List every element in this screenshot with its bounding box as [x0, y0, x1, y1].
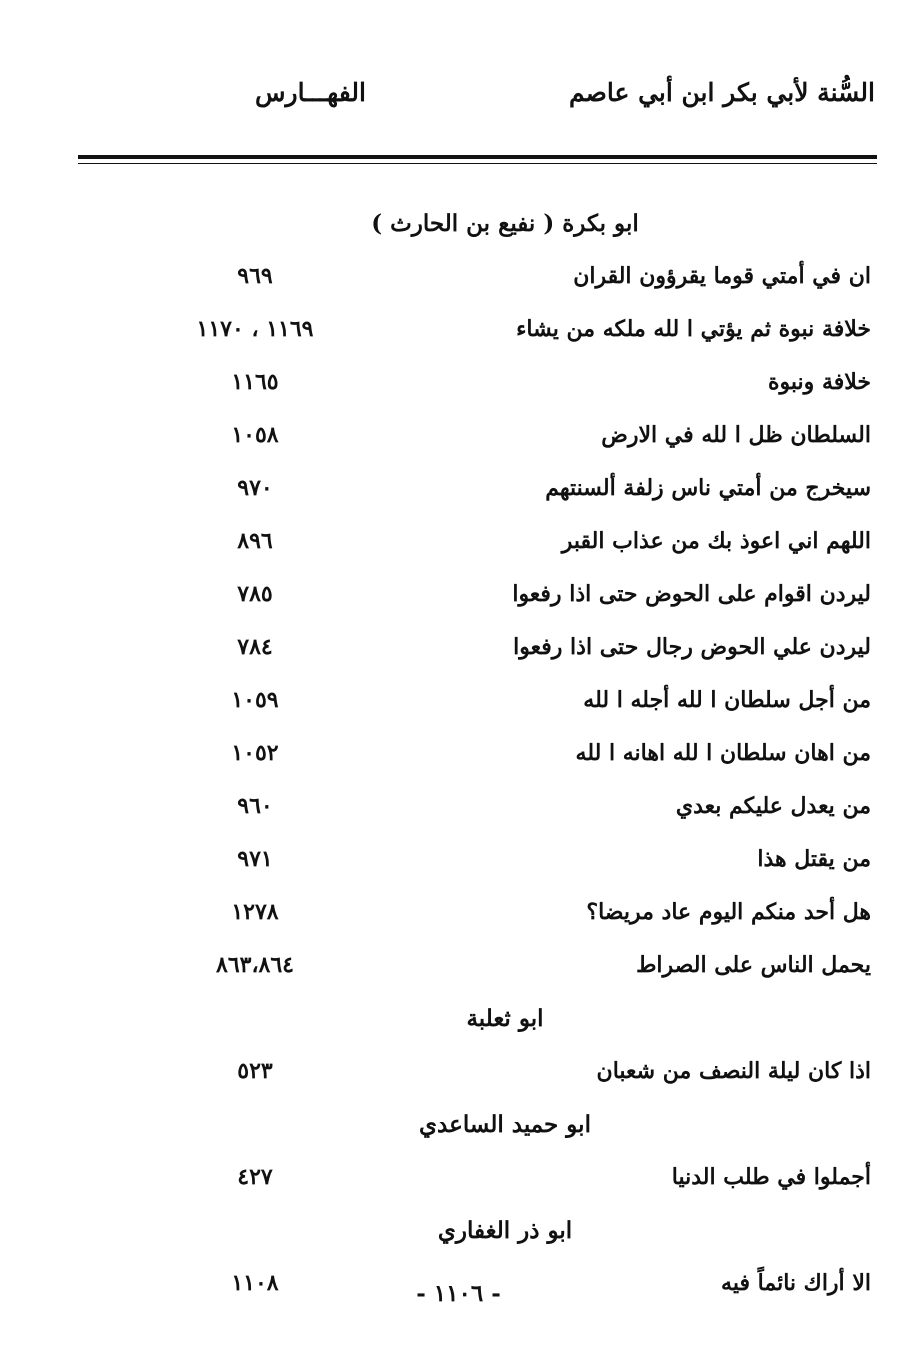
hadith-number: ٨٩٦ — [237, 528, 273, 554]
hadith-text: ليردن اقوام على الحوض حتى اذا رفعوا — [512, 581, 871, 607]
index-entry — [0, 518, 917, 571]
hadith-number: ٤٢٧ — [237, 1164, 273, 1190]
hadith-number: ١٠٥٩ — [231, 687, 279, 713]
index-entry — [0, 571, 917, 624]
hadith-text: اللهم اني اعوذ بك من عذاب القبر — [561, 528, 871, 554]
header-rule-thin — [78, 163, 877, 164]
hadith-text: سيخرج من أمتي ناس زلفة ألسنتهم — [545, 475, 871, 501]
hadith-number: ١١٦٩ ، ١١٧٠ — [196, 316, 314, 342]
narrator-name: ابو ثعلبة — [466, 1005, 544, 1032]
hadith-text: من يعدل عليكم بعدي — [675, 793, 871, 819]
hadith-number: ٨٦٣،٨٦٤ — [216, 952, 294, 978]
hadith-text: ان في أمتي قوما يقرؤون القران — [573, 263, 871, 289]
page-number: - ١١٠٦ - — [416, 1280, 501, 1307]
header-rule-thick — [78, 155, 877, 159]
hadith-number: ٧٨٥ — [237, 581, 273, 607]
narrator-heading — [0, 200, 917, 253]
hadith-text: يحمل الناس على الصراط — [636, 952, 871, 978]
index-entry — [0, 942, 917, 995]
section-title: الفهـــارس — [255, 78, 366, 107]
hadith-text: من أجل سلطان ا لله أجله ا لله — [583, 687, 871, 713]
hadith-text: الا أراك نائماً فيه — [721, 1270, 871, 1296]
hadith-text: من اهان سلطان ا لله اهانه ا لله — [575, 740, 871, 766]
index-entry — [0, 624, 917, 677]
index-list — [0, 200, 917, 1313]
index-entry — [0, 465, 917, 518]
narrator-heading — [0, 995, 917, 1048]
hadith-number: ٩٧١ — [237, 846, 273, 872]
index-entry — [0, 253, 917, 306]
hadith-text: اذا كان ليلة النصف من شعبان — [596, 1058, 871, 1084]
hadith-number: ١٠٥٢ — [231, 740, 279, 766]
hadith-number: ٥٢٣ — [237, 1058, 273, 1084]
hadith-number: ١٢٧٨ — [231, 899, 279, 925]
index-entry — [0, 1154, 917, 1207]
index-entry — [0, 306, 917, 359]
narrator-heading — [0, 1207, 917, 1260]
index-entry — [0, 889, 917, 942]
hadith-number: ٩٦٩ — [237, 263, 273, 289]
hadith-text: هل أحد منكم اليوم عاد مريضا؟ — [586, 899, 871, 925]
hadith-text: أجملوا في طلب الدنيا — [671, 1164, 871, 1190]
hadith-number: ٧٨٤ — [237, 634, 273, 660]
index-entry — [0, 1048, 917, 1101]
narrator-name: ابو بكرة ( نفيع بن الحارث ) — [371, 210, 639, 237]
index-entry — [0, 836, 917, 889]
index-entry — [0, 730, 917, 783]
hadith-text: خلافة نبوة ثم يؤتي ا لله ملكه من يشاء — [516, 316, 871, 342]
hadith-number: ١٠٥٨ — [231, 422, 279, 448]
hadith-text: السلطان ظل ا لله في الارض — [601, 422, 871, 448]
narrator-name: ابو حميد الساعدي — [419, 1111, 591, 1138]
narrator-heading — [0, 1101, 917, 1154]
index-entry — [0, 359, 917, 412]
narrator-name: ابو ذر الغفاري — [437, 1217, 573, 1244]
hadith-text: ليردن علي الحوض رجال حتى اذا رفعوا — [513, 634, 871, 660]
hadith-number: ٩٧٠ — [237, 475, 273, 501]
book-title: السُّنة لأبي بكر ابن أبي عاصم — [568, 78, 875, 107]
hadith-number: ١١٠٨ — [231, 1270, 279, 1296]
hadith-number: ٩٦٠ — [237, 793, 273, 819]
index-entry — [0, 412, 917, 465]
hadith-number: ١١٦٥ — [231, 369, 279, 395]
hadith-text: خلافة ونبوة — [768, 369, 871, 395]
hadith-text: من يقتل هذا — [757, 846, 871, 872]
index-entry — [0, 783, 917, 836]
index-entry — [0, 677, 917, 730]
